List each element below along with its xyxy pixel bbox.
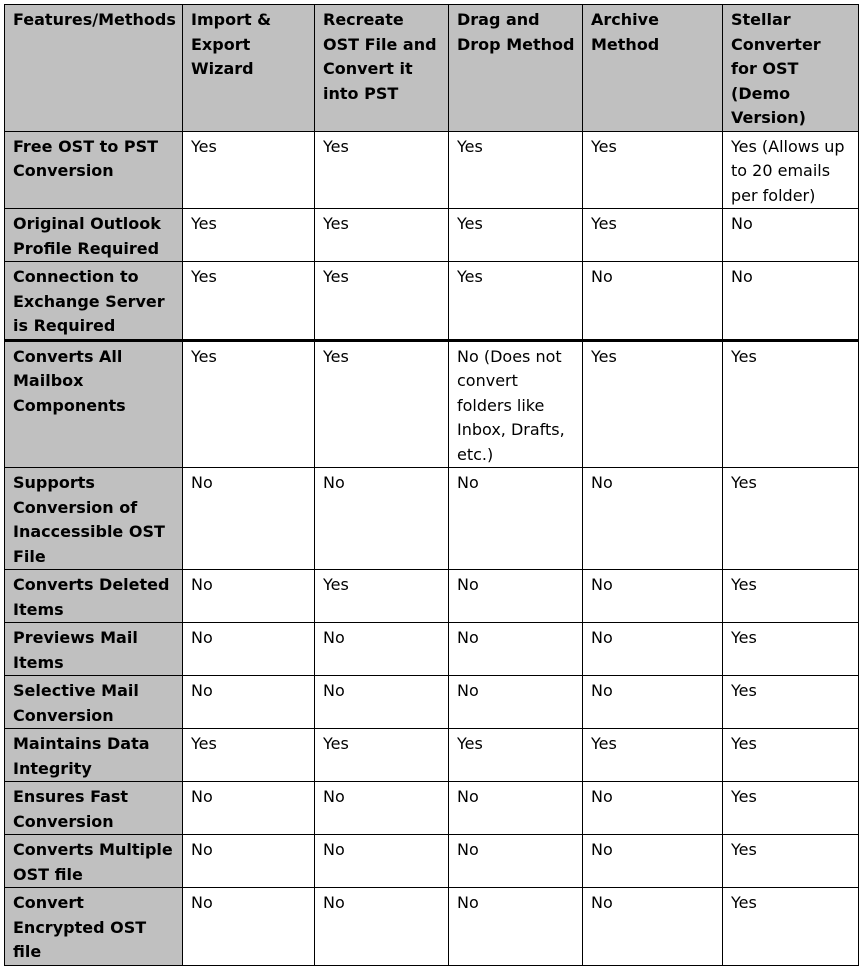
value-cell: Yes xyxy=(723,888,859,966)
header-cell: Stellar Converter for OST (Demo Version) xyxy=(723,5,859,132)
value-cell: Yes xyxy=(583,340,723,468)
header-cell: Import & Export Wizard xyxy=(183,5,315,132)
value-cell: No xyxy=(183,835,315,888)
feature-cell: Supports Conversion of Inaccessible OST File xyxy=(5,468,183,570)
value-cell: No xyxy=(583,262,723,341)
value-cell: No xyxy=(583,888,723,966)
table-row xyxy=(5,468,859,570)
feature-cell: Connection to Exchange Server is Required xyxy=(5,262,183,341)
value-cell: Yes xyxy=(183,131,315,209)
feature-cell: Previews Mail Items xyxy=(5,623,183,676)
value-cell: No xyxy=(183,782,315,835)
value-cell: Yes xyxy=(723,729,859,782)
value-cell: No xyxy=(315,782,449,835)
value-cell: No xyxy=(183,468,315,570)
value-cell: No xyxy=(315,888,449,966)
value-cell: No xyxy=(449,676,583,729)
value-cell: Yes xyxy=(723,340,859,468)
value-cell: Yes xyxy=(723,782,859,835)
value-cell: Yes xyxy=(183,729,315,782)
value-cell: Yes xyxy=(449,262,583,341)
value-cell: Yes xyxy=(315,570,449,623)
value-cell: Yes xyxy=(723,623,859,676)
value-cell: No xyxy=(583,835,723,888)
value-cell: No xyxy=(583,676,723,729)
feature-cell: Maintains Data Integrity xyxy=(5,729,183,782)
table-row xyxy=(5,262,859,341)
header-row xyxy=(5,5,859,132)
value-cell: Yes xyxy=(315,209,449,262)
feature-cell: Free OST to PST Conversion xyxy=(5,131,183,209)
value-cell: Yes xyxy=(723,468,859,570)
header-cell: Drag and Drop Method xyxy=(449,5,583,132)
value-cell: No xyxy=(315,468,449,570)
value-cell: Yes xyxy=(723,676,859,729)
table-row xyxy=(5,131,859,209)
value-cell: No xyxy=(723,209,859,262)
value-cell: Yes xyxy=(583,729,723,782)
value-cell: Yes (Allows up to 20 emails per folder) xyxy=(723,131,859,209)
value-cell: Yes xyxy=(183,340,315,468)
value-cell: No xyxy=(315,623,449,676)
value-cell: No xyxy=(183,623,315,676)
feature-cell: Convert Encrypted OST file xyxy=(5,888,183,966)
header-cell: Features/Methods xyxy=(5,5,183,132)
value-cell: Yes xyxy=(723,835,859,888)
value-cell: No xyxy=(449,888,583,966)
feature-cell: Converts Multiple OST file xyxy=(5,835,183,888)
value-cell: Yes xyxy=(183,262,315,341)
table-row xyxy=(5,570,859,623)
table-row xyxy=(5,835,859,888)
value-cell: Yes xyxy=(583,209,723,262)
value-cell: Yes xyxy=(315,131,449,209)
value-cell: No xyxy=(723,262,859,341)
value-cell: No xyxy=(583,570,723,623)
table-row xyxy=(5,676,859,729)
value-cell: No xyxy=(449,468,583,570)
value-cell: No xyxy=(449,570,583,623)
feature-cell: Ensures Fast Conversion xyxy=(5,782,183,835)
comparison-table xyxy=(4,4,859,966)
feature-cell: Converts Deleted Items xyxy=(5,570,183,623)
value-cell: No xyxy=(449,835,583,888)
value-cell: Yes xyxy=(723,570,859,623)
value-cell: No xyxy=(183,888,315,966)
table-row xyxy=(5,888,859,966)
value-cell: Yes xyxy=(315,262,449,341)
value-cell: No xyxy=(449,782,583,835)
value-cell: No (Does not convert folders like Inbox, Drafts, etc.) xyxy=(449,340,583,468)
value-cell: No xyxy=(583,468,723,570)
value-cell: Yes xyxy=(183,209,315,262)
table-row xyxy=(5,782,859,835)
header-cell: Recreate OST File and Convert it into PST xyxy=(315,5,449,132)
table-row xyxy=(5,209,859,262)
table-row xyxy=(5,623,859,676)
feature-cell: Original Outlook Profile Required xyxy=(5,209,183,262)
table-row xyxy=(5,340,859,468)
value-cell: No xyxy=(183,570,315,623)
table-row xyxy=(5,729,859,782)
value-cell: Yes xyxy=(449,209,583,262)
feature-cell: Selective Mail Conversion xyxy=(5,676,183,729)
header-cell: Archive Method xyxy=(583,5,723,132)
value-cell: Yes xyxy=(315,340,449,468)
value-cell: No xyxy=(315,676,449,729)
value-cell: Yes xyxy=(315,729,449,782)
value-cell: No xyxy=(315,835,449,888)
value-cell: No xyxy=(583,623,723,676)
value-cell: Yes xyxy=(449,131,583,209)
feature-cell: Converts All Mailbox Components xyxy=(5,340,183,468)
value-cell: No xyxy=(583,782,723,835)
value-cell: No xyxy=(449,623,583,676)
value-cell: Yes xyxy=(583,131,723,209)
value-cell: No xyxy=(183,676,315,729)
value-cell: Yes xyxy=(449,729,583,782)
